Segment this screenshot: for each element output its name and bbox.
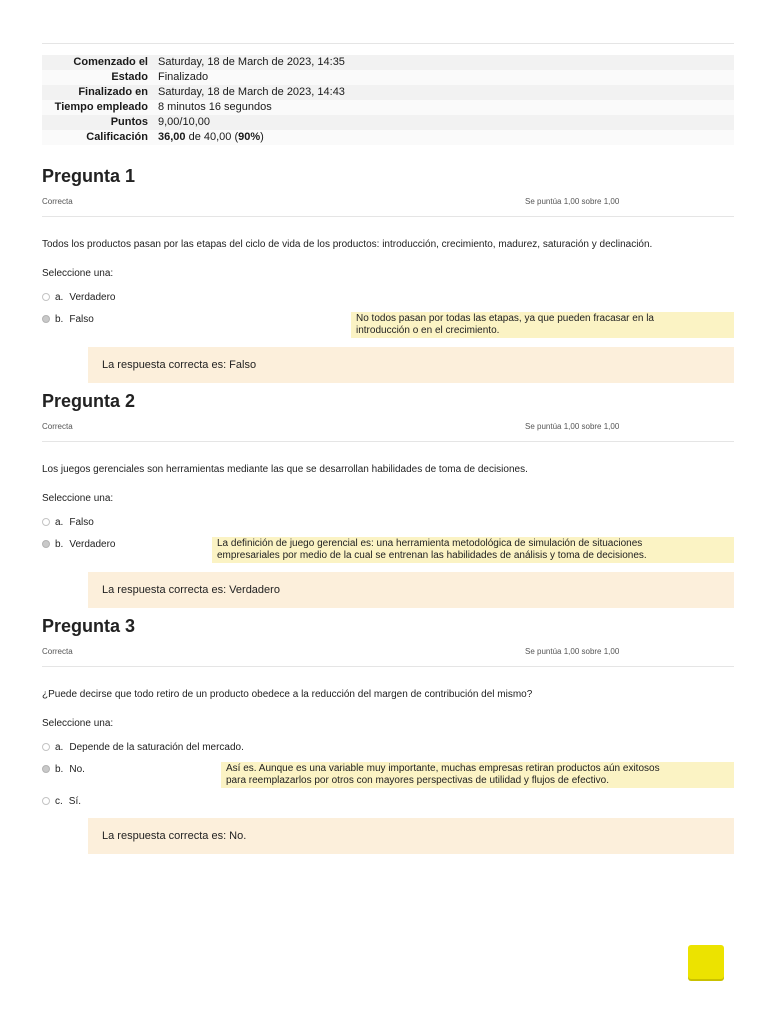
summary-label: Tiempo empleado [42, 100, 153, 115]
option-a[interactable] [42, 517, 94, 528]
radio-icon[interactable] [42, 293, 50, 301]
next-button[interactable] [688, 945, 724, 979]
question-text: ¿Puede decirse que todo retiro de un producto obedece a la reducción del margen de contribución del mismo? [42, 689, 533, 700]
summary-label: Estado [42, 70, 153, 85]
radio-checked-icon[interactable] [42, 315, 50, 323]
option-feedback [212, 537, 734, 563]
option-label: Verdadero [69, 539, 116, 550]
summary-row-finished [42, 85, 734, 100]
option-letter: b. [55, 764, 64, 775]
question-title: Pregunta 3 [42, 616, 136, 636]
question-divider [42, 666, 734, 667]
radio-icon[interactable] [42, 518, 50, 526]
attempt-summary-table [42, 55, 734, 145]
option-letter: b. [55, 314, 64, 325]
right-answer-box: La respuesta correcta es: Falso [88, 347, 734, 383]
grade-percent: 90% [238, 131, 261, 143]
option-b[interactable] [42, 314, 94, 325]
option-label: Falso [69, 517, 94, 528]
option-letter: a. [55, 742, 64, 753]
question-title: Pregunta 2 [42, 391, 136, 411]
radio-checked-icon[interactable] [42, 540, 50, 548]
option-letter: a. [55, 517, 64, 528]
summary-row-started [42, 55, 734, 70]
feedback-line: No todos pasan por todas las etapas, ya que pueden fracasar en la [356, 313, 654, 324]
feedback-line: para reemplazarlos por otros con mayores perspectivas de utilidad y flujos de efectivo. [226, 775, 609, 786]
option-c[interactable] [42, 796, 81, 807]
summary-row-grade [42, 130, 734, 145]
feedback-line: introducción o en el crecimiento. [356, 325, 500, 336]
question-grade: Se puntúa 1,00 sobre 1,00 [525, 647, 620, 656]
option-label: Falso [69, 314, 94, 325]
option-letter: b. [55, 539, 64, 550]
summary-row-time-taken [42, 100, 734, 115]
question-prompt: Seleccione una: [42, 718, 114, 729]
summary-value: Saturday, 18 de March de 2023, 14:35 [153, 55, 734, 70]
summary-label: Finalizado en [42, 85, 153, 100]
summary-value: 9,00/10,00 [153, 115, 734, 130]
question-state: Correcta [42, 197, 73, 206]
option-label: Depende de la saturación del mercado. [69, 742, 244, 753]
option-b[interactable] [42, 764, 85, 775]
option-letter: c. [55, 796, 63, 807]
feedback-line: La definición de juego gerencial es: una herramienta metodológica de simulación de situaciones [217, 538, 643, 549]
grade-out-of: de 40,00 ( [185, 131, 239, 143]
summary-value: Finalizado [153, 70, 734, 85]
option-feedback [221, 762, 734, 788]
radio-icon[interactable] [42, 797, 50, 805]
question-prompt: Seleccione una: [42, 268, 114, 279]
top-divider [42, 43, 734, 44]
question-text: Todos los productos pasan por las etapas del ciclo de vida de los productos: introducción, crecimiento, madurez, saturación y declinación. [42, 239, 653, 250]
summary-label: Comenzado el [42, 55, 153, 70]
option-a[interactable] [42, 292, 116, 303]
option-b[interactable] [42, 539, 116, 550]
question-title: Pregunta 1 [42, 166, 136, 186]
question-state: Correcta [42, 422, 73, 431]
summary-value: 8 minutos 16 segundos [153, 100, 734, 115]
grade-score: 36,00 [158, 131, 186, 143]
question-prompt: Seleccione una: [42, 493, 114, 504]
question-grade: Se puntúa 1,00 sobre 1,00 [525, 197, 620, 206]
feedback-line: empresariales por medio de la cual se entrenan las habilidades de análisis y toma de decisiones. [217, 550, 647, 561]
option-label: No. [69, 764, 85, 775]
question-grade: Se puntúa 1,00 sobre 1,00 [525, 422, 620, 431]
question-text: Los juegos gerenciales son herramientas mediante las que se desarrollan habilidades de toma de decisiones. [42, 464, 528, 475]
summary-label: Calificación [42, 130, 153, 145]
summary-row-state [42, 70, 734, 85]
question-divider [42, 441, 734, 442]
radio-icon[interactable] [42, 743, 50, 751]
summary-value [153, 130, 734, 145]
right-answer-box: La respuesta correcta es: Verdadero [88, 572, 734, 608]
summary-row-marks [42, 115, 734, 130]
option-letter: a. [55, 292, 64, 303]
option-label: Sí. [68, 796, 82, 807]
summary-value: Saturday, 18 de March de 2023, 14:43 [153, 85, 734, 100]
radio-checked-icon[interactable] [42, 765, 50, 773]
option-label: Verdadero [69, 292, 116, 303]
right-answer-box: La respuesta correcta es: No. [88, 818, 734, 854]
question-divider [42, 216, 734, 217]
summary-label: Puntos [42, 115, 153, 130]
option-feedback [351, 312, 734, 338]
grade-close: ) [260, 131, 264, 143]
option-a[interactable] [42, 742, 244, 753]
feedback-line: Así es. Aunque es una variable muy importante, muchas empresas retiran productos aún exitosos [226, 763, 660, 774]
question-state: Correcta [42, 647, 73, 656]
